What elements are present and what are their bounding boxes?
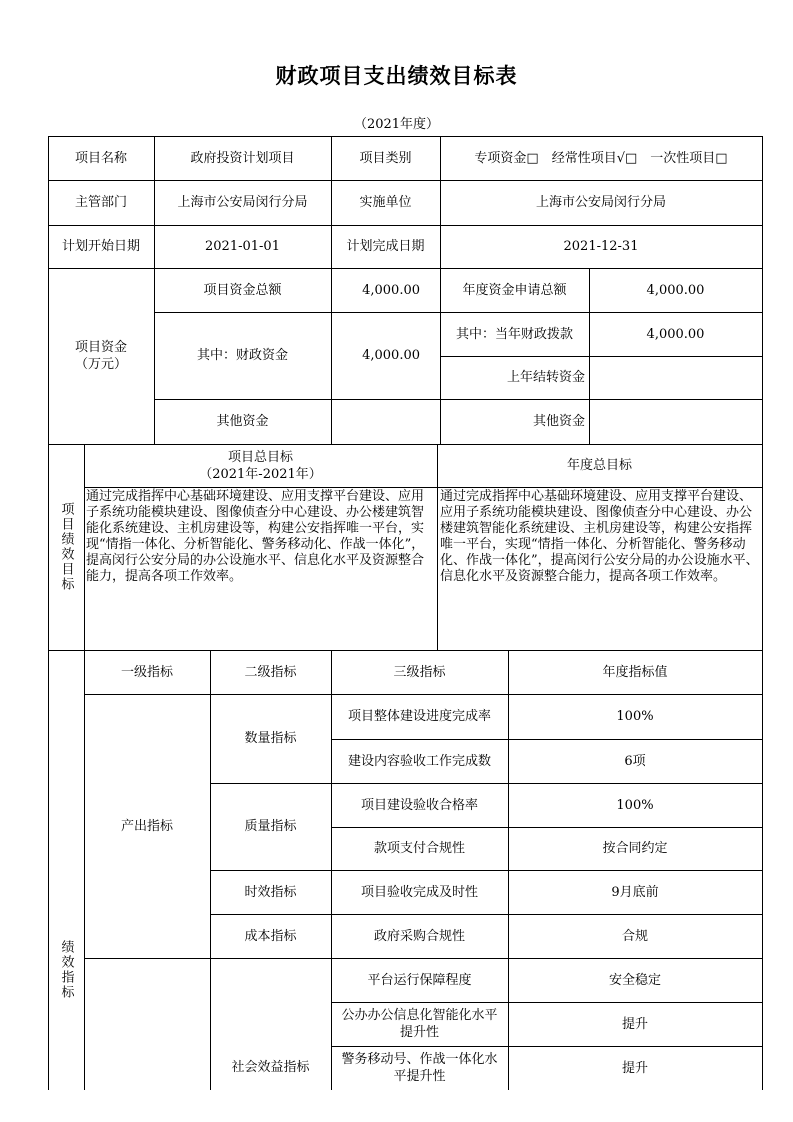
header-level3: 三级指标 — [393, 664, 446, 680]
other-funds-label-2: 其他资金 — [532, 414, 585, 429]
level2-cost: 成本指标 — [244, 928, 297, 944]
indicator-name: 政府采购合规性 — [373, 928, 465, 944]
annual-goal-title: 年度总目标 — [566, 458, 632, 473]
level2-timeliness: 时效指标 — [244, 884, 297, 900]
indicator-name: 平台运行保障程度 — [367, 972, 472, 988]
indicators-label: 绩效指标 — [58, 940, 74, 1000]
indicator-name: 建设内容验收工作完成数 — [347, 753, 491, 769]
level1-output: 产出指标 — [120, 818, 173, 834]
indicator-value: 提升 — [621, 1016, 648, 1032]
report-year: （2021年度） — [353, 117, 440, 132]
other-funds-label: 其他资金 — [216, 414, 269, 429]
carryover-funds-value — [589, 356, 762, 399]
project-name-label: 项目名称 — [74, 150, 127, 166]
indicator-name: 警务移动号、作战一体化水平提升性 — [341, 1052, 498, 1084]
overall-goal-title: 项目总目标 （2021年-2021年） — [199, 449, 322, 482]
impl-unit-value: 上海市公安局闵行分局 — [535, 195, 666, 210]
level2-social: 社会效益指标 — [231, 1060, 310, 1075]
carryover-funds-label: 上年结转资金 — [506, 370, 585, 385]
impl-unit-label: 实施单位 — [359, 195, 412, 210]
indicator-value: 9月底前 — [611, 884, 659, 900]
start-date-value: 2021-01-01 — [205, 239, 280, 254]
indicator-name: 项目验收完成及时性 — [360, 884, 478, 900]
other-funds-value-2 — [589, 399, 762, 444]
indicator-value: 提升 — [621, 1060, 648, 1076]
indicator-name: 款项支付合规性 — [373, 841, 465, 856]
indicator-name: 公办办公信息化智能化水平提升性 — [341, 1008, 498, 1040]
header-level2: 二级指标 — [244, 664, 297, 680]
goals-label: 项目绩效目标 — [58, 502, 74, 592]
start-date-label: 计划开始日期 — [61, 239, 140, 254]
project-name-value: 政府投资计划项目 — [190, 150, 295, 166]
indicator-value: 按合同约定 — [602, 841, 668, 856]
end-date-value: 2021-12-31 — [563, 239, 639, 254]
level2-quantity: 数量指标 — [244, 731, 297, 746]
annual-goal-text: 通过完成指挥中心基础环境建设、应用支撑平台建设、应用子系统功能模块建设、图像侦查分中心建设、办公楼建筑智能化系统建设、主机房建设等，构建公安指挥唯一平台，实现“情指一体化、分析智能化、警务移动化、作战一体化”，提高闵行公安分局的办公设施水平、信息化水平及资源整合能力，提高各项工作效率。 — [440, 489, 759, 584]
dept-value: 上海市公安局闵行分局 — [177, 195, 308, 210]
project-type-label: 项目类别 — [359, 150, 412, 166]
funds-label: 项目资金 （万元） — [74, 340, 127, 372]
indicator-value: 合规 — [621, 928, 648, 944]
dept-label: 主管部门 — [74, 195, 127, 210]
end-date-label: 计划完成日期 — [346, 239, 425, 254]
total-funds-label: 项目资金总额 — [203, 282, 282, 298]
indicator-value: 100% — [616, 797, 654, 813]
overall-goal-text: 通过完成指挥中心基础环境建设、应用支撑平台建设、应用子系统功能模块建设、图像侦查分中心建设、办公楼建筑智能化系统建设、主机房建设等，构建公安指挥唯一平台，实现“情指一体化、分析智能化、警务移动化、作战一体化”，提高闵行公安分局的办公设施水平、信息化水平及资源整合能力，提高各项工作效率。 — [86, 489, 425, 584]
fiscal-funds-label: 其中：财政资金 — [196, 348, 288, 363]
annual-funds-label: 年度资金申请总额 — [462, 282, 567, 298]
current-allocation-value: 4,000.00 — [646, 326, 705, 342]
page-title: 财政项目支出绩效目标表 — [275, 64, 518, 88]
indicator-value: 6项 — [624, 753, 646, 769]
project-type-value: 专项资金□ 经常性项目√□ 一次性项目□ — [474, 150, 728, 166]
current-allocation-label: 其中：当年财政拨款 — [455, 326, 573, 342]
indicator-name: 项目整体建设进度完成率 — [347, 709, 491, 724]
indicator-value: 100% — [616, 709, 654, 724]
header-level1: 一级指标 — [120, 664, 173, 680]
fiscal-funds-value: 4,000.00 — [362, 348, 420, 363]
level2-quality: 质量指标 — [244, 819, 297, 834]
header-annual-value: 年度指标值 — [602, 664, 668, 680]
indicator-value: 安全稳定 — [608, 972, 661, 988]
total-funds-value: 4,000.00 — [362, 282, 420, 298]
indicator-name: 项目建设验收合格率 — [360, 797, 478, 813]
annual-funds-value: 4,000.00 — [646, 282, 705, 298]
other-funds-value — [331, 399, 440, 444]
